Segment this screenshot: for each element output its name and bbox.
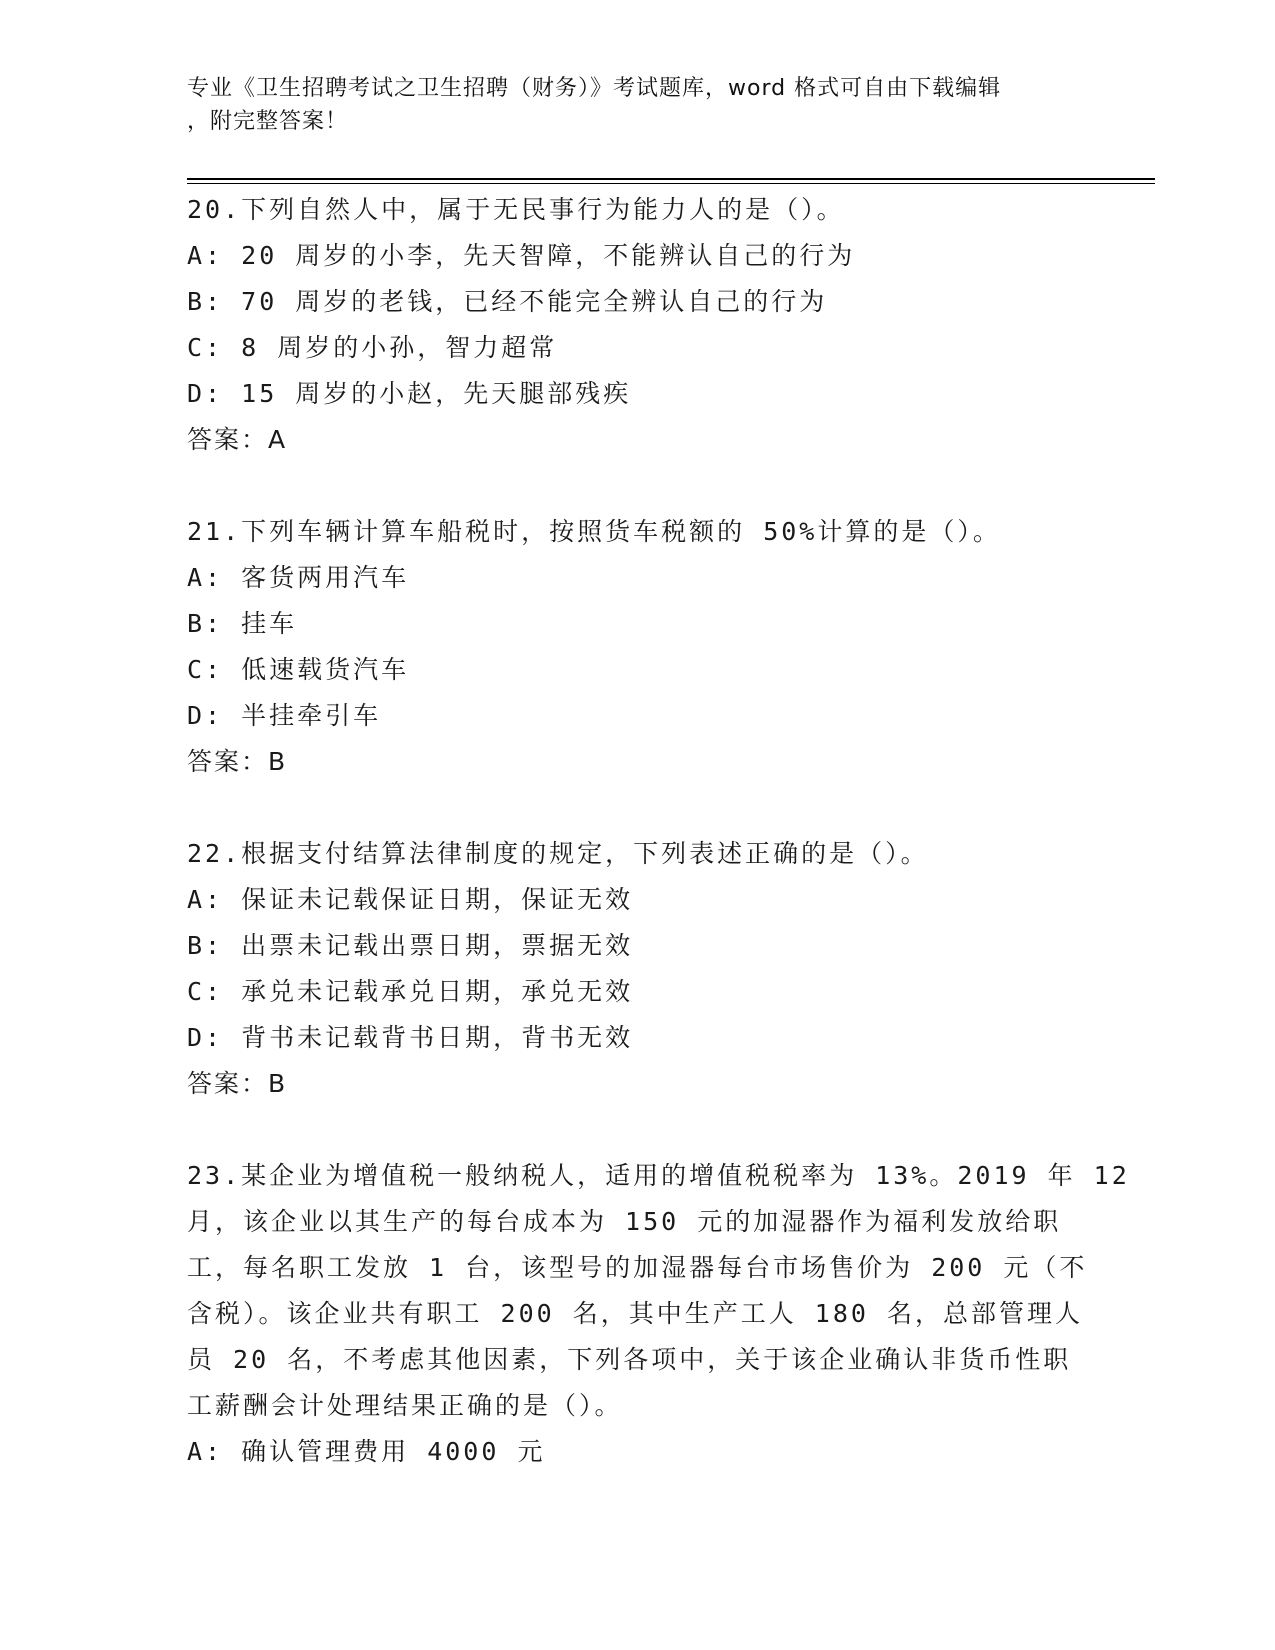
question-stem: 21.下列车辆计算车船税时，按照货车税额的 50%计算的是（）。 <box>187 517 1001 546</box>
question-spacer <box>187 1107 1087 1153</box>
document-header <box>187 72 1087 138</box>
question-stem-line-6: 工薪酬会计处理结果正确的是（）。 <box>187 1391 623 1420</box>
question-stem-line-3: 工，每名职工发放 1 台，该型号的加湿器每台市场售价为 200 元（不 <box>187 1253 1088 1282</box>
question-stem: 22.根据支付结算法律制度的规定，下列表述正确的是（）。 <box>187 839 929 868</box>
option-c: C: 承兑未记载承兑日期，承兑无效 <box>187 977 634 1006</box>
option-c: C: 低速载货汽车 <box>187 655 410 684</box>
option-a: A: 保证未记载保证日期，保证无效 <box>187 885 634 914</box>
option-b: B: 挂车 <box>187 609 298 638</box>
option-d: D: 背书未记载背书日期，背书无效 <box>187 1023 634 1052</box>
question-spacer <box>187 463 1087 509</box>
answer-label: 答案：B <box>187 747 288 776</box>
option-d: D: 半挂牵引车 <box>187 701 382 730</box>
question-stem: 20.下列自然人中，属于无民事行为能力人的是（）。 <box>187 195 845 224</box>
question-spacer <box>187 785 1087 831</box>
option-b: B: 70 周岁的老钱，已经不能完全辨认自己的行为 <box>187 287 828 316</box>
question-21 <box>187 509 1087 785</box>
option-d: D: 15 周岁的小赵，先天腿部残疾 <box>187 379 632 408</box>
question-23 <box>187 1153 1130 1475</box>
header-title-line-1: 专业《卫生招聘考试之卫生招聘（财务）》考试题库，word 格式可自由下载编辑 <box>187 76 1002 101</box>
question-20 <box>187 187 1087 463</box>
option-b: B: 出票未记载出票日期，票据无效 <box>187 931 634 960</box>
header-divider-thin <box>187 183 1155 184</box>
answer-label: 答案：A <box>187 425 288 454</box>
option-a: A: 确认管理费用 4000 元 <box>187 1437 546 1466</box>
header-divider-thick <box>187 178 1155 180</box>
header-title-line-2: ，附完整答案！ <box>187 109 349 134</box>
question-22 <box>187 831 1087 1107</box>
option-c: C: 8 周岁的小孙，智力超常 <box>187 333 558 362</box>
question-stem-line-4: 含税）。该企业共有职工 200 名，其中生产工人 180 名，总部管理人 <box>187 1299 1084 1328</box>
option-a: A: 客货两用汽车 <box>187 563 410 592</box>
question-stem-line-2: 月，该企业以其生产的每台成本为 150 元的加湿器作为福利发放给职 <box>187 1207 1062 1236</box>
question-list <box>187 187 1130 1475</box>
question-stem-line-5: 员 20 名，不考虑其他因素，下列各项中，关于该企业确认非货币性职 <box>187 1345 1072 1374</box>
answer-label: 答案：B <box>187 1069 288 1098</box>
question-stem-line-1: 23.某企业为增值税一般纳税人，适用的增值税税率为 13%。2019 年 12 <box>187 1161 1130 1190</box>
option-a: A: 20 周岁的小李，先天智障，不能辨认自己的行为 <box>187 241 856 270</box>
